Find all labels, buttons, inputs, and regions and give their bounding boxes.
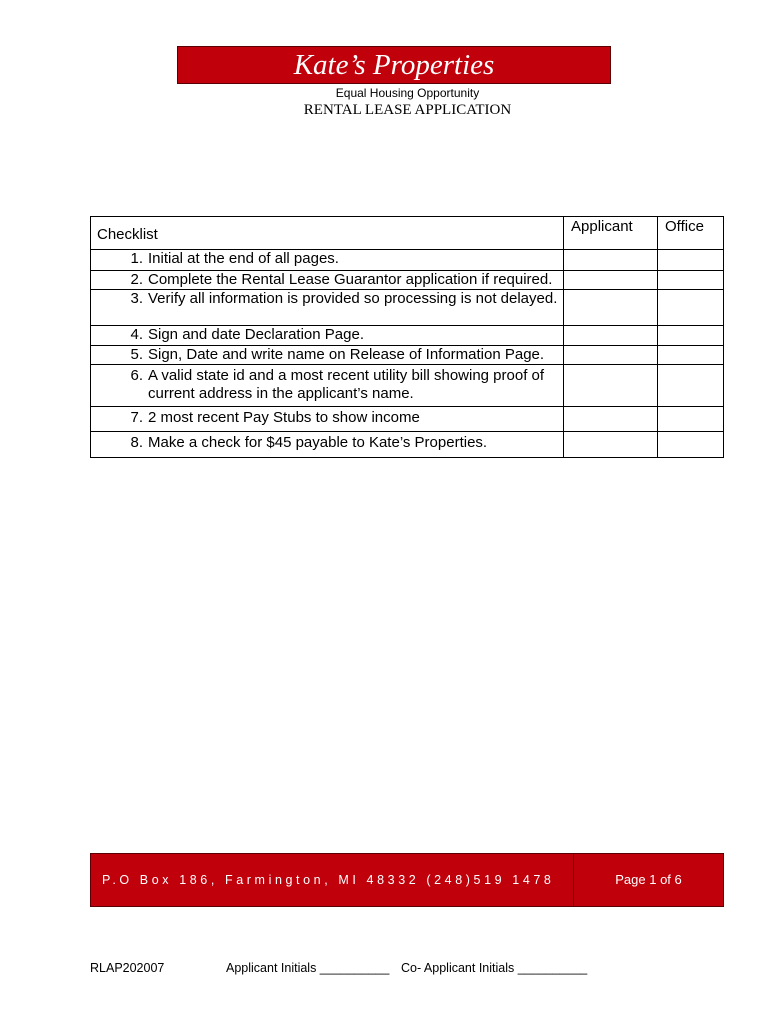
table-row — [91, 346, 724, 365]
applicant-check-cell[interactable] — [564, 290, 658, 326]
tagline: Equal Housing Opportunity — [335, 86, 480, 100]
office-check-cell[interactable] — [658, 365, 724, 407]
checklist-heading: Checklist — [91, 217, 564, 250]
form-code: RLAP202007 — [90, 961, 165, 975]
item-text: Initial at the end of all pages. — [148, 250, 339, 267]
item-text: Sign, Date and write name on Release of Information Page. — [148, 346, 545, 363]
applicant-check-cell[interactable] — [564, 271, 658, 290]
table-row — [91, 326, 724, 346]
office-check-cell[interactable] — [658, 290, 724, 326]
item-number: 2. — [130, 271, 143, 288]
table-row — [91, 271, 724, 290]
applicant-check-cell[interactable] — [564, 365, 658, 407]
checklist-table — [90, 216, 724, 458]
checklist-header-row — [91, 217, 724, 250]
co-applicant-initials-field[interactable]: Co- Applicant Initials __________ — [401, 961, 588, 975]
item-number: 8. — [130, 434, 143, 451]
office-check-cell[interactable] — [658, 250, 724, 271]
item-number: 1. — [130, 250, 143, 267]
office-check-cell[interactable] — [658, 326, 724, 346]
footer-address: P.O Box 186, Farmington, MI 48332 (248)519 1478 — [91, 854, 574, 906]
item-text: Sign and date Declaration Page. — [148, 326, 364, 343]
applicant-column-header: Applicant — [564, 217, 658, 250]
item-text: A valid state id and a most recent utility bill showing proof of current address in the applicant’s name. — [148, 367, 545, 402]
applicant-check-cell[interactable] — [564, 250, 658, 271]
item-number: 5. — [130, 346, 143, 363]
applicant-check-cell[interactable] — [564, 432, 658, 458]
applicant-initials-field[interactable]: Applicant Initials __________ — [226, 961, 390, 975]
table-row — [91, 432, 724, 458]
item-number: 6. — [130, 367, 143, 384]
item-number: 4. — [130, 326, 143, 343]
table-row — [91, 407, 724, 432]
form-title: RENTAL LEASE APPLICATION — [303, 102, 512, 118]
office-check-cell[interactable] — [658, 346, 724, 365]
company-banner — [177, 46, 611, 84]
item-text: Make a check for $45 payable to Kate’s Properties. — [148, 434, 488, 451]
applicant-check-cell[interactable] — [564, 326, 658, 346]
initials-line — [0, 961, 770, 977]
footer-bar — [90, 853, 724, 907]
item-number: 7. — [130, 409, 143, 426]
table-row — [91, 250, 724, 271]
item-number: 3. — [130, 290, 143, 307]
applicant-check-cell[interactable] — [564, 407, 658, 432]
table-row — [91, 365, 724, 407]
item-text: Complete the Rental Lease Guarantor application if required. — [148, 271, 553, 288]
office-check-cell[interactable] — [658, 432, 724, 458]
item-text: 2 most recent Pay Stubs to show income — [148, 409, 420, 426]
item-text: Verify all information is provided so processing is not delayed. — [148, 290, 558, 307]
office-check-cell[interactable] — [658, 407, 724, 432]
table-row — [91, 290, 724, 326]
office-check-cell[interactable] — [658, 271, 724, 290]
applicant-check-cell[interactable] — [564, 346, 658, 365]
office-column-header: Office — [658, 217, 724, 250]
company-name: Kate’s Properties — [293, 49, 495, 81]
page-number: Page 1 of 6 — [615, 872, 682, 887]
